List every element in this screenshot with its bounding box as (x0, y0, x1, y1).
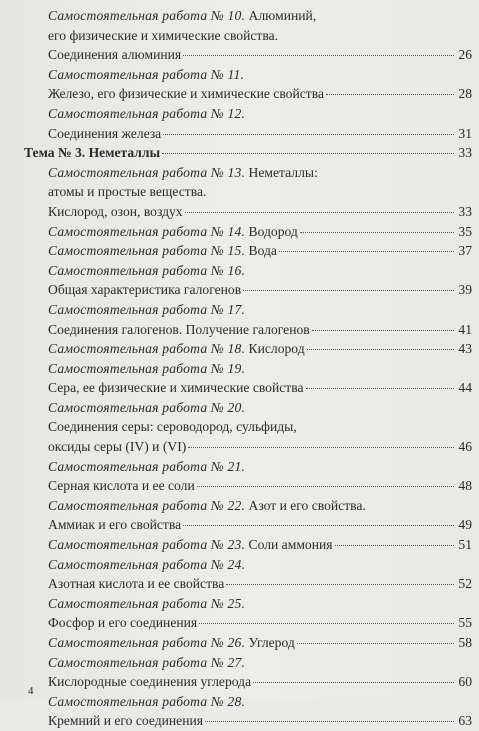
toc-label-line (48, 300, 472, 320)
page-number: 48 (458, 478, 472, 494)
work-label: Самостоятельная работа № 24. (48, 556, 246, 572)
entry-text (48, 104, 245, 124)
entry-title: Соединения галогенов. Получение галогенов (48, 321, 310, 337)
entry-title: Кремний и его соединения (48, 713, 204, 729)
entry-title: Кислород, озон, воздух (48, 203, 183, 219)
page-number: 63 (458, 713, 472, 729)
toc-entry (48, 222, 472, 242)
entry-title: Серная кислота и ее соли (48, 478, 195, 494)
toc-topic (24, 143, 472, 163)
toc-entry (48, 476, 472, 496)
work-label: Самостоятельная работа № 11. (48, 66, 245, 82)
toc-entry (48, 202, 472, 222)
toc-label-line (48, 653, 472, 673)
toc-entry (48, 124, 472, 144)
entry-title: Соединения алюминия (48, 47, 182, 63)
dot-leader (185, 212, 454, 213)
topic-title: Тема № 3. Неметаллы (24, 145, 161, 161)
work-label: Самостоятельная работа № 27. (48, 654, 246, 670)
entry-title: Сера, ее физические и химические свойства (48, 380, 304, 396)
page-number: 33 (458, 203, 472, 219)
entry-title: Азотная кислота и ее свойства (48, 576, 225, 592)
entry-title: Алюминий, (245, 8, 317, 23)
toc-continuation-line: его физические и химические свойства. (48, 27, 278, 43)
entry-title: Железо, его физические и химические свойства (48, 86, 324, 102)
work-label: Самостоятельная работа № 23. (48, 537, 246, 553)
entry-text (48, 241, 277, 261)
page-number: 26 (458, 47, 472, 63)
entry-title: Аммиак и его свойства (48, 517, 182, 533)
work-label: Самостоятельная работа № 18. (48, 341, 246, 357)
toc-continuation-line: атомы и простые вещества. (48, 184, 207, 200)
dot-leader (300, 232, 454, 233)
work-label: Самостоятельная работа № 26. (48, 635, 246, 650)
toc-entry (48, 280, 472, 300)
entry-text (48, 163, 318, 183)
toc-entry (48, 241, 472, 261)
dot-leader (162, 153, 454, 154)
dot-leader (297, 643, 454, 644)
work-label: Самостоятельная работа № 17. (48, 301, 246, 317)
toc-entry (48, 437, 472, 457)
toc-entry (48, 515, 472, 535)
page-number: 39 (458, 282, 472, 298)
entry-text (48, 417, 297, 437)
toc-entry (48, 320, 472, 340)
entry-title: оксиды серы (IV) и (VI) (48, 439, 187, 455)
dot-leader (183, 55, 454, 56)
dot-leader (197, 486, 454, 487)
entry-text (48, 653, 245, 673)
toc-label-line (48, 555, 472, 575)
entry-title: Неметаллы: (245, 164, 318, 180)
entry-text (48, 496, 366, 516)
page-number: 43 (458, 341, 472, 357)
toc-entry (48, 672, 472, 692)
toc-label-line (48, 6, 472, 26)
toc-label-line (48, 417, 472, 437)
work-label: Самостоятельная работа № 10. (48, 8, 246, 23)
dot-leader (307, 349, 454, 350)
work-label: Самостоятельная работа № 21. (48, 458, 246, 474)
toc-label-line (48, 594, 472, 614)
page-number: 49 (458, 517, 472, 533)
toc-entry (48, 45, 472, 65)
dot-leader (312, 330, 454, 331)
entry-title: Водород (245, 223, 298, 239)
page-number: 52 (458, 576, 472, 592)
entry-title: Вода (245, 243, 277, 259)
entry-text (48, 300, 245, 320)
work-label: Самостоятельная работа № 25. (48, 595, 246, 611)
entry-text (48, 222, 298, 242)
entry-text (48, 692, 245, 712)
toc-label-line (48, 359, 472, 379)
page-number: 41 (458, 321, 472, 337)
entry-title: Общая характеристика галогенов (48, 282, 242, 298)
work-label: Самостоятельная работа № 19. (48, 360, 246, 376)
page-number: 31 (458, 125, 472, 141)
page-number: 51 (458, 537, 472, 553)
toc-entry (48, 574, 472, 594)
toc-label-line (48, 496, 472, 516)
entry-title: Кислород (245, 341, 305, 357)
toc-entry (48, 613, 472, 633)
work-label: Самостоятельная работа № 16. (48, 262, 246, 278)
dot-leader (205, 721, 454, 722)
page-number: 44 (458, 380, 472, 396)
dot-leader (335, 545, 454, 546)
work-label: Самостоятельная работа № 20. (48, 399, 246, 415)
work-label: Самостоятельная работа № 12. (48, 105, 246, 121)
toc-label-line (48, 65, 472, 85)
entry-text (48, 261, 245, 281)
page-folio: 4 (28, 685, 34, 697)
entry-text (48, 633, 295, 653)
dot-leader (326, 94, 454, 95)
toc-entry (48, 84, 472, 104)
table-of-contents (24, 6, 472, 731)
dot-leader (243, 290, 454, 291)
work-label: Самостоятельная работа № 13. (48, 164, 246, 180)
toc-entry (48, 711, 472, 731)
entry-text (48, 65, 244, 85)
entry-title: Соли аммония (245, 537, 333, 553)
page-number: 37 (458, 243, 472, 259)
work-label: Самостоятельная работа № 14. (48, 223, 246, 239)
entry-text (48, 6, 316, 26)
entry-text (48, 555, 245, 575)
entry-title: Соединения серы: сероводород, сульфиды, (48, 419, 297, 435)
dot-leader (163, 134, 454, 135)
page-number: 46 (458, 439, 472, 455)
page-number: 60 (458, 674, 472, 690)
toc-entry (48, 378, 472, 398)
work-label: Самостоятельная работа № 22. (48, 497, 246, 513)
entry-title: Кислородные соединения углерода (48, 674, 252, 690)
toc-label-line (48, 457, 472, 477)
dot-leader (306, 388, 455, 389)
work-label: Самостоятельная работа № 28. (48, 693, 246, 709)
entry-title: Углерод (245, 635, 295, 650)
page-number: 58 (458, 635, 472, 650)
dot-leader (279, 251, 454, 252)
entry-text (48, 359, 245, 379)
entry-text (48, 339, 305, 359)
dot-leader (188, 447, 454, 448)
toc-label-line (48, 261, 472, 281)
dot-leader (253, 682, 454, 683)
work-label: Самостоятельная работа № 15. (48, 243, 246, 259)
entry-text (48, 535, 333, 555)
toc-label-line (48, 398, 472, 418)
dot-leader (183, 525, 454, 526)
entry-title: Соединения железа (48, 125, 162, 141)
dot-leader (226, 584, 454, 585)
toc-label-line (48, 163, 472, 183)
entry-text (48, 398, 245, 418)
toc-label-line (48, 692, 472, 712)
entry-text (48, 457, 245, 477)
toc-entry (48, 535, 472, 555)
toc-entry (48, 339, 472, 359)
page-number: 33 (458, 145, 472, 161)
page-number: 35 (458, 223, 472, 239)
dot-leader (199, 623, 454, 624)
entry-text (48, 594, 245, 614)
toc-entry (48, 633, 472, 653)
page-number: 28 (458, 86, 472, 102)
page-number: 55 (458, 615, 472, 631)
toc-label-line (48, 104, 472, 124)
entry-title: Фосфор и его соединения (48, 615, 198, 631)
entry-title: Азот и его свойства. (245, 497, 366, 513)
